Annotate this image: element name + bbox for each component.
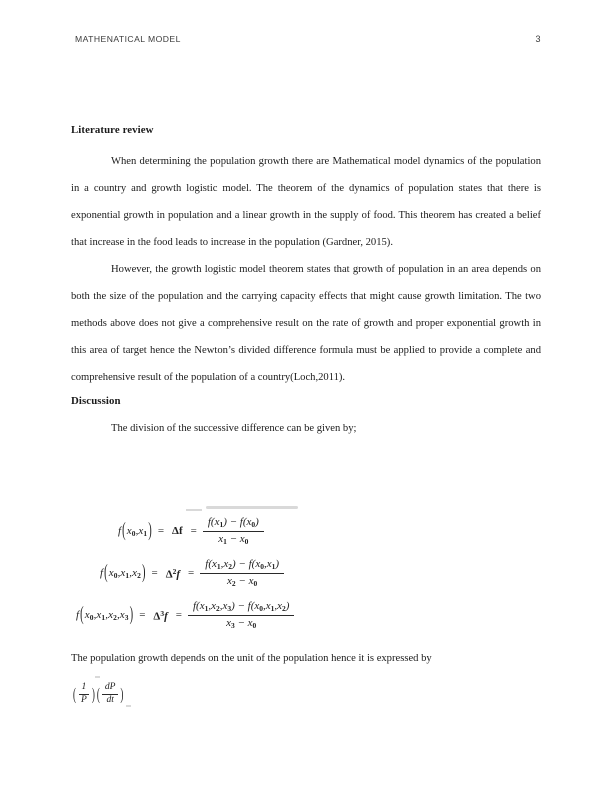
paren-open: ( bbox=[73, 684, 77, 704]
equation-divided-difference-second-order bbox=[100, 558, 285, 589]
fraction bbox=[200, 558, 284, 589]
paragraph-discussion-intro: The division of the successive difference can be given by; bbox=[111, 422, 357, 434]
fraction-numerator: $f(x_1) - f(x_0)$ bbox=[203, 516, 264, 532]
scan-artifact bbox=[126, 705, 131, 707]
fraction-numerator: 1 bbox=[79, 682, 90, 695]
delta-operator: $\Delta^2f$ bbox=[165, 566, 181, 580]
scan-artifact bbox=[206, 506, 298, 509]
fraction-numerator: dP bbox=[102, 682, 119, 695]
equals-sign: = bbox=[175, 609, 182, 622]
paren-open: ( bbox=[96, 684, 100, 704]
delta-operator: $\Delta^3f$ bbox=[153, 608, 168, 622]
equals-sign: = bbox=[139, 609, 146, 622]
equals-sign: = bbox=[151, 567, 158, 580]
scan-artifact bbox=[186, 509, 202, 511]
running-header-title: MATHENATICAL MODEL bbox=[75, 34, 181, 44]
fraction-denominator: P bbox=[81, 694, 87, 705]
fraction-denominator: $x_3 - x_0$ bbox=[226, 616, 257, 630]
fraction-numerator: $f(x_1,x_2,x_3) - f(x_0,x_1,x_2)$ bbox=[188, 600, 294, 616]
scan-artifact bbox=[95, 676, 100, 678]
equation-lhs: $f(x_0,x_1,x_2)$ bbox=[100, 562, 146, 584]
equation-per-capita-growth-rate bbox=[72, 682, 124, 707]
equation-divided-difference-third-order bbox=[76, 600, 295, 631]
section-heading-literature-review: Literature review bbox=[71, 124, 154, 136]
paragraph-population-growth-unit: The population growth depends on the unit of the population hence it is expressed by bbox=[71, 653, 432, 664]
equals-sign: = bbox=[188, 567, 195, 580]
equals-sign: = bbox=[190, 525, 197, 538]
running-header bbox=[75, 34, 541, 52]
closing-text-block bbox=[71, 650, 541, 668]
fraction-denominator: dt bbox=[106, 694, 114, 705]
paragraph-literature-1: When determining the population growth there are Mathematical model dynamics of the population in a country and growth logistic model. The theorem of the dynamics of population states that there is exponential growth in population and a linear growth in the supply of food. This theorem has created a belief that increase in the food leads to increase in the population (Gardner, 2015). bbox=[71, 156, 541, 249]
fraction-numerator: $f(x_1,x_2) - f(x_0,x_1)$ bbox=[200, 558, 284, 574]
section-heading-discussion: Discussion bbox=[71, 395, 121, 408]
equation-lhs: $f(x_0,x_1,x_2,x_3)$ bbox=[76, 604, 134, 626]
fraction-dp-over-dt bbox=[102, 682, 119, 707]
fraction-denominator: $x_2 - x_0$ bbox=[227, 574, 258, 588]
delta-operator: Δf bbox=[172, 525, 183, 538]
fraction-denominator: $x_1 - x_0$ bbox=[218, 532, 249, 546]
equals-sign: = bbox=[157, 525, 165, 538]
fraction bbox=[188, 600, 294, 631]
paragraph-literature-2: However, the growth logistic model theorem states that growth of population in an area depends on both the size of the population and the carrying capacity effects that might cause growth limitation. The two methods above does not give a comprehensive result on the rate of growth and proper exponential growth in this area of target hence the Newton’s divided difference formula must be applied to provide a complete and comprehensive result of the population of a country(Loch,2011). bbox=[71, 264, 541, 384]
fraction bbox=[203, 516, 264, 547]
equation-lhs: $f(x_0,x_1)$ bbox=[118, 520, 152, 542]
fraction-one-over-p bbox=[78, 682, 90, 707]
body-column bbox=[71, 124, 541, 442]
paren-close: ) bbox=[120, 684, 124, 704]
equation-divided-difference-first-order bbox=[118, 516, 265, 547]
page-number: 3 bbox=[535, 34, 541, 44]
paren-close: ) bbox=[91, 684, 95, 704]
